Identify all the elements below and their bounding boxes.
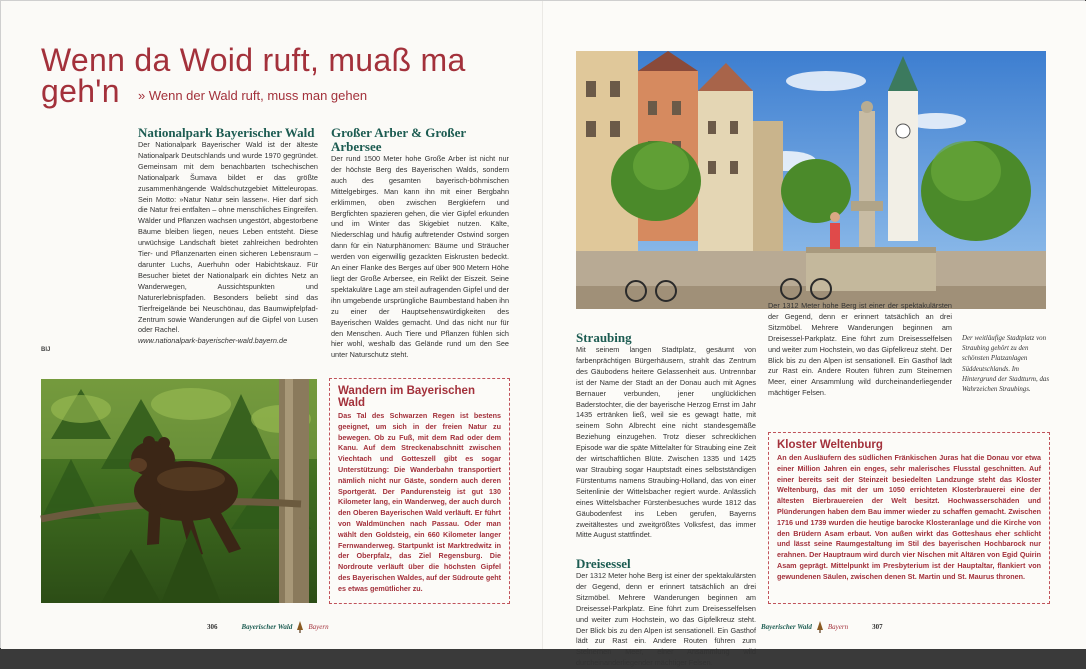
infobox-body: An den Ausläufern des südlichen Fränkischen Juras hat die Donau vor etwa einer Million Jahren ein enges, sehr malerisches Flusstal geschnitten. Auf einer bereits seit der Steinzeit besiedelten Landzunge steht das Kloster Weltenburg, das mit der um 1050 errichteten Klosterbrauerei eine der ältesten Bierbrauereien der Welt besitzt. Hochwasserschäden und Plünderungen haben dem Bau immer wieder zu schaffen gemacht. Zwischen 1716 und 1739 wurden die heutige barocke Klosteranlage und die Kirche von den Brüdern Asam erbaut. Von außen wirkt das Gotteshaus eher schlicht und lässt seine Raumgestaltung im Stil des bayerischen Hochbarock nur erahnen. Der Hauptraum wird durch vier Nischen mit Altären von Egid Quirin Asam geprägt. Mittelpunkt im Presbyterium ist der Hauptaltar, flankiert von gewundenen Säulen, zwischen denen St. Martin und St. Maurus thronen. bbox=[777, 453, 1041, 581]
bear-photo bbox=[41, 379, 317, 603]
section-dreisessel-continued bbox=[768, 301, 952, 400]
footer-right bbox=[761, 621, 883, 633]
section-body-start: Der 1312 Meter hohe Berg ist einer der spektakulärsten der Gegend, denn er erinnert tatsächlich an drei Sitzmöbel. Mehrere Wanderungen beginnen am Dreisessel-Parkplatz. Eine führt zum Dreisesselfelsen und weiter zum Hochstein, wo das Gipfelkreuz steht. Der Blick bis zu den Alpen ist sensationell. Ein Gasthof lädt zur Rast ein. Andere Routen führen zum Steinernen Meer, einer Ansammlung wild durcheinanderliegender mächtiger Felsen. bbox=[576, 571, 756, 668]
page-number: 306 bbox=[207, 623, 218, 631]
section-heading: Nationalpark Bayerischer Wald bbox=[138, 125, 315, 140]
page-title: Wenn da Woid ruft, muaß ma geh'n bbox=[41, 42, 466, 109]
page-number: 307 bbox=[872, 623, 883, 631]
section-straubing bbox=[576, 331, 756, 541]
section-nationalpark bbox=[138, 126, 318, 345]
straubing-photo bbox=[576, 51, 1046, 309]
footer-left bbox=[207, 621, 329, 633]
section-body: Der Nationalpark Bayerischer Wald ist der älteste Nationalpark Deutschlands und wurde 1970 gegründet. Gemeinsam mit dem benachbarten tschechischen Nationalpark Šumava bildet er das größte zusammenhängende Waldschutzgebiet Mitteleuropas. Sein Motto: »Natur Natur sein lassen«. Hier darf sich die Natur frei entfalten – ohne menschliches Eingreifen. Wälder und Pflanzen wachsen ungestört, abgestorbene Bäume bleiben liegen, neues Leben entsteht. Diese urwüchsige Landschaft bietet zahlreichen bedrohten Tier- und Pflanzenarten einen sicheren Lebensraum – darunter Luchs, Auerhuhn oder Habichtskauz. Für Besucher bietet der Nationalpark ein dichtes Netz an Wanderwegen, Aussichtspunkten und Naturerlebnispfaden. Besonders beliebt sind das Tierfreigelände bei Neuschönau, das Baumwipfelpfad-Zentrum sowie Wanderungen auf die Gipfel von Lusen oder Rachel. bbox=[138, 140, 318, 335]
tree-icon bbox=[817, 621, 823, 633]
infobox-title: Wandern im Bayerischen Wald bbox=[338, 385, 475, 409]
photo-credit: BIJ bbox=[41, 347, 51, 353]
section-dreisessel bbox=[576, 556, 756, 668]
infobox-wandern bbox=[329, 378, 510, 604]
section-body-flow: Der 1312 Meter hohe Berg ist einer der spektakulärsten der Gegend, denn er erinnert tatsächlich an drei Sitzmöbel. Mehrere Wanderungen beginnen am Dreisessel-Parkplatz. Eine führt zum Dreisesselfelsen und weiter zum Hochstein, wo das Gipfelkreuz steht. Der Blick bis zu den Alpen ist sensationell. Ein Gasthof lädt zur Rast ein. Andere Routen führen zum Steinernen Meer, einer Ansammlung wild durcheinanderliegender mächtiger Felsen. bbox=[768, 301, 952, 398]
footer-brand: Bayerischer Wald bbox=[761, 623, 812, 631]
footer-brand: Bayerischer Wald bbox=[241, 623, 293, 631]
infobox-body: Das Tal des Schwarzen Regen ist bestens geeignet, um sich in der freien Natur zu bewegen. Ob zu Fuß, mit dem Rad oder dem Kanu. Auf dem Streckenabschnitt zwischen Viechtach und Gotteszell gibt es sogar Unterstützung: Die Wanderbahn transportiert nämlich nicht nur Gäste, sondern auch deren Sportgerät. Der Pandurensteig ist gut 130 Kilometer lang, ein Wanderweg, der auch durch den Oberen Bayerischen Wald verläuft. Er führt von Waldmünchen nach Passau. Oder man wählt den Goldsteig, ein 660 Kilometer langer Fernwanderweg. Startpunkt ist Marktredwitz in der Oberpfalz, das Ziel Regensburg. Die Nordroute verläuft über die höchsten Gipfel des Bayerischen Waldes, auf der Südroute geht es etwas gemütlicher zu. bbox=[338, 411, 501, 593]
tree-icon bbox=[297, 621, 303, 633]
website-link[interactable]: www.nationalpark-bayerischer-wald.bayern.de bbox=[138, 336, 288, 346]
page-subtitle: » Wenn der Wald ruft, muss man gehen bbox=[138, 88, 368, 103]
left-page bbox=[1, 1, 543, 649]
footer-brand-sub: Bayern bbox=[308, 623, 329, 631]
section-heading: Straubing bbox=[576, 330, 632, 345]
infobox-title: Kloster Weltenburg bbox=[777, 439, 883, 451]
footer-brand-sub: Bayern bbox=[827, 623, 849, 631]
right-page bbox=[543, 1, 1086, 668]
section-arber bbox=[331, 126, 509, 361]
photo-caption: Der weitläufige Stadtplatz von Straubing gehört zu den schönsten Platzanlagen Süddeutschlands. Im Hintergrund der Stadtturm, das Wahrzeichen Straubings. bbox=[962, 335, 1050, 394]
section-heading: Großer Arber & Großer Arbersee bbox=[331, 125, 466, 154]
section-body-cont bbox=[768, 301, 952, 400]
infobox-weltenburg bbox=[768, 432, 1050, 604]
section-body: Mit seinem langen Stadtplatz, gesäumt von farbenprächtigen Bürgerhäusern, strahlt das Zentrum des Gäubodens heitere Gelassenheit aus. Untrennbar ist der Name der Stadt an der Donau auch mit Agnes Bernauer verbunden, jener unglücklichen Baderstochter, die der bayerische Herzog Ernst im Jahr 1435 ertränken ließ, weil sie es gewagt hatte, mit seinem Sohn Albrecht eine nicht standesgemäße Beziehung einzugehen. Trotz dieser schrecklichen Episode war die späte Mittelalter für Straubing eine Zeit der wirtschaftlichen Blüte. Zwischen 1335 und 1425 war Straubing sogar Hauptstadt eines selbstständigen Fürstentums namens Straubing-Holland, das von einer Seitenlinie der Wittelsbacher regiert wurde. Anlässlich eines Wittelsbacher Fürstenbesuches wurde 1812 das Gäubodenfest ins Leben gerufen, Bayerns zweitältestes und zweitgrößtes Volksfest, das immer Mitte August stattfindet. bbox=[576, 345, 756, 540]
section-heading: Dreisessel bbox=[576, 556, 631, 571]
section-body: Der rund 1500 Meter hohe Große Arber ist nicht nur der höchste Berg des Bayerischen Walds, sondern auch des gesamten bayerisch-böhmischen Mittelgebirges. Man kann ihn mit einer Bergbahn erklimmen, oben zwischen Bergkiefern und Bergfichten spazieren gehen, die vier Gipfel erkunden und im Winter das Skigebiet nutzen. Kälte, Niederschlag und häufig auftretender Ostwind sorgen dann für ein Naturphänomen: Bäume und Sträucher werden von eigenwillig gezackten Eiskrusten bedeckt. An einer Flanke des Berges auf über 900 Metern Höhe liegt der Große Arbersee, ein Relikt der Eiszeit. Seine spektakuläre Lage am steil aufragenden Gipfel und der ihn umgebende ursprüngliche Baumbestand haben ihn zu einer der Hauptsehenswürdigkeiten des Bayerischen Waldes gemacht. Und das nicht nur für den Menschen. Auch Tiere und Pflanzen fühlen sich hier wohl, weshalb das Gelände rund um den See unter Naturschutz steht. bbox=[331, 154, 509, 360]
